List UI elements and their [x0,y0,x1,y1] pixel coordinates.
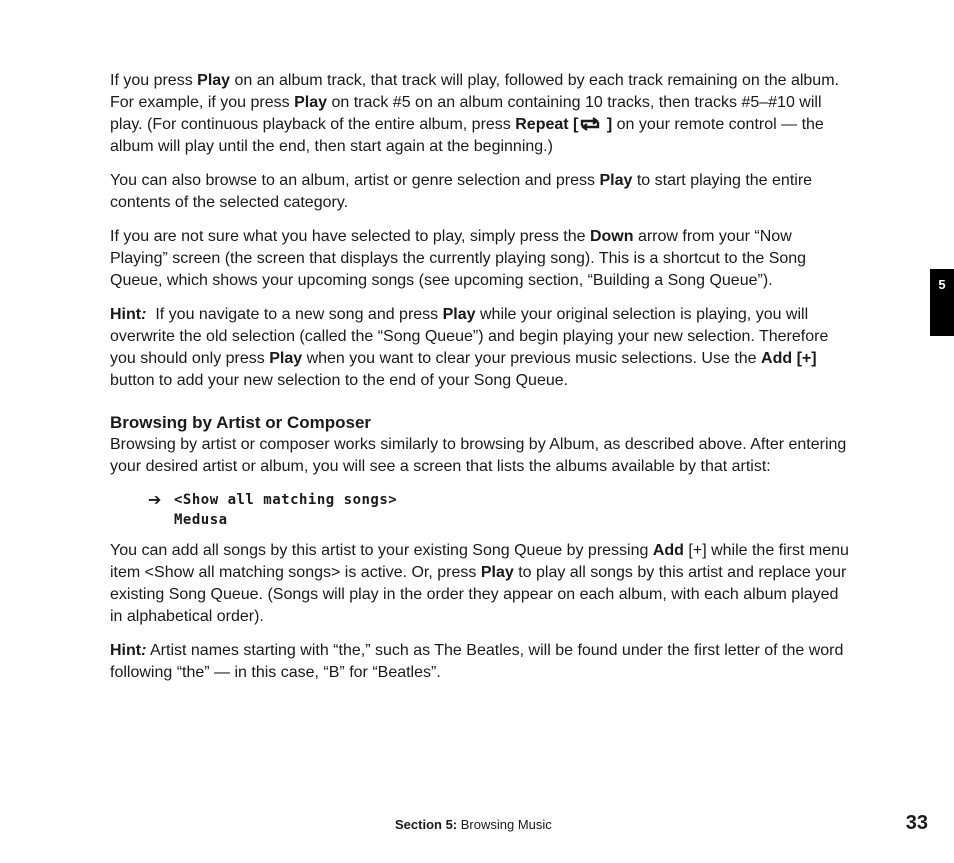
page-body [110,70,850,696]
screen-item-album: Medusa [174,512,228,528]
repeat-icon [578,117,602,131]
paragraph-browse-play: You can also browse to an album, artist or genre selection and press Play to start playing the entire contents of the selected category. [110,172,813,211]
section-heading: Browsing by Artist or Composer [110,413,372,432]
hint-artist-names: Hint: Artist names starting with “the,” such as The Beatles, will be found under the first letter of the word following “the” — in this case, “B” for “Beatles”. [110,642,844,681]
paragraph-down-arrow: If you are not sure what you have selected to play, simply press the Down arrow from your “Now Playing” screen (the screen that displays the currently playing song). This is a shortcut to the Song Queue, which shows your upcoming songs (see upcoming section, “Building a Song Queue”). [110,228,807,289]
screen-item-show-all: <Show all matching songs> [174,492,398,508]
page-number: 33 [905,812,928,834]
paragraph-play-album: If you press Play on an album track, that track will play, followed by each track remaining on the album. For example, if you press Play on track #5 on an album containing 10 tracks, then tracks #5–#10 will play. (For continuous playback of the entire album, press Repeat [ ] on your remote control — the album will play until the end, then start again at the beginning.) [110,72,839,155]
screen-line-selected [148,490,850,510]
page-footer: Section 5: Browsing Music [395,817,552,832]
paragraph-browse-artist: Browsing by artist or composer works similarly to browsing by Album, as described above. After entering your desired artist or album, you will see a screen that lists the albums available by that artist: [110,436,847,475]
arrow-right-icon: ➔ [148,490,162,509]
section-tab: 5 [930,269,954,336]
hint-overwrite: Hint: If you navigate to a new song and press Play while your original selection is playing, you will overwrite the old selection (called the “Song Queue”) and begin playing your new selection. Therefore you should only press Play when you want to clear your previous music selections. Use the Add [+] button to add your new selection to the end of your Song Queue. [110,306,829,389]
screen-listing [148,490,850,530]
paragraph-add-all: You can add all songs by this artist to your existing Song Queue by pressing Add [+] while the first menu item <Show all matching songs> is active. Or, press Play to play all songs by this artist and replace your existing Song Queue. (Songs will play in the order they appear on each album, with each album played in alphabetical order). [110,542,849,625]
